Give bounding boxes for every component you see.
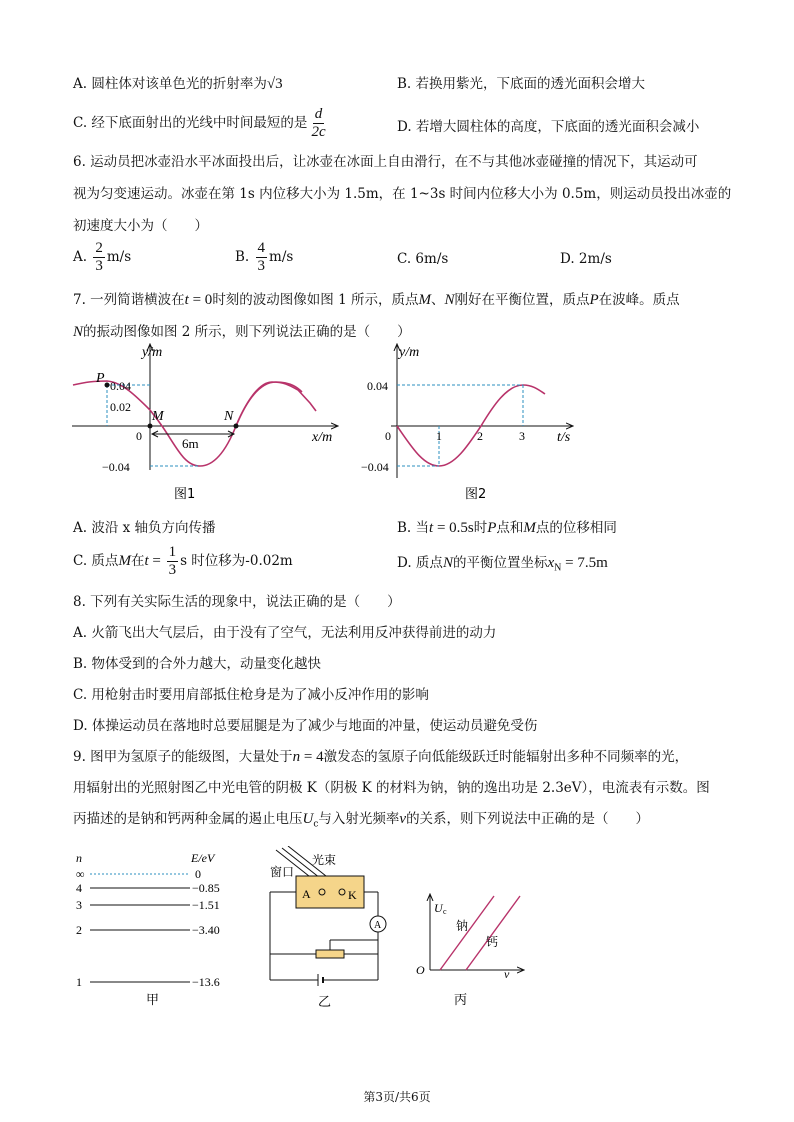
q6-stem-line1: 6. 运动员把冰壶沿水平冰面投出后，让冰壶在冰面上自由滑行，在不与其他冰壶碰撞的情况下，其运动可 bbox=[73, 154, 698, 170]
tick-0: 0 bbox=[385, 429, 391, 443]
q9-stem-line2: 用辐射出的光照射图乙中光电管的阴极 K（阴极 K 的材料为钠，钠的逸出功是 2.3eV），电流表有示数。图 bbox=[73, 780, 710, 796]
q7-stem-line1: 7. 一列简谐横波在t = 0时刻的波动图像如图 1 所示，质点M、N刚好在平衡位置，质点P在波峰。质点 bbox=[73, 292, 680, 308]
ca-label: 钙 bbox=[486, 935, 499, 949]
label-n: N bbox=[224, 409, 234, 424]
na-label: 钠 bbox=[456, 919, 469, 933]
level-energy: −3.40 bbox=[192, 923, 220, 937]
na-line bbox=[440, 896, 494, 970]
window-label: 窗口 bbox=[270, 865, 295, 879]
fraction: $\frac{1}{3}$ bbox=[168, 544, 177, 578]
anode-label: A bbox=[302, 887, 311, 901]
q7-option-a: A. 波沿 x 轴负方向传播 bbox=[73, 520, 216, 536]
fraction: $\frac{d}{2c}$ bbox=[311, 106, 326, 140]
figure-jia-energy-levels bbox=[66, 848, 246, 1008]
q7-option-b: B. 当t = 0.5s时P点和M点的位移相同 bbox=[397, 520, 617, 536]
q6-option-a: A. $\frac{2}{3}$ m/s bbox=[73, 240, 132, 274]
rheostat bbox=[316, 950, 344, 958]
q8-option-b: B. 物体受到的合外力越大，动量变化越快 bbox=[73, 656, 322, 672]
figure-1-caption: 图1 bbox=[174, 487, 196, 502]
q7-option-c: C. 质点M在t = $\frac{1}{3}$ s 时位移为-0.02m bbox=[73, 544, 293, 578]
ca-line bbox=[466, 896, 520, 970]
q9-stem-line1: 9. 图甲为氢原子的能级图，大量处于n = 4激发态的氢原子向低能级跃迁时能辐射出多种不同频率的光， bbox=[73, 749, 689, 765]
origin-label: O bbox=[416, 963, 425, 977]
tick-0.02: 0.02 bbox=[110, 400, 131, 414]
q9-stem-line3: 丙描述的是钠和钙两种金属的遏止电压$U_c$与入射光频率ν的关系，则下列说法中正确的是（ ） bbox=[73, 811, 650, 830]
page-footer: 第3页/共6页 bbox=[363, 1090, 431, 1104]
point-n bbox=[234, 424, 239, 429]
level-energy: 0 bbox=[195, 867, 201, 881]
figure-2-vibration-graph bbox=[333, 340, 593, 505]
fraction: $\frac{4}{3}$ bbox=[257, 240, 266, 274]
tick-t3: 3 bbox=[519, 429, 525, 443]
q6-option-b: B. $\frac{4}{3}$ m/s bbox=[235, 240, 294, 274]
wave-curve bbox=[73, 381, 316, 466]
tick-minus-0.04: −0.04 bbox=[361, 460, 389, 474]
q6-stem-line3: 初速度大小为（ ） bbox=[73, 218, 208, 234]
figure-2-caption: 图2 bbox=[465, 487, 487, 502]
figure-bing-caption: 丙 bbox=[454, 993, 468, 1008]
q5-option-c: C. 经下底面射出的光线中时间最短的是 $\frac{d}{2c}$ bbox=[73, 106, 326, 140]
level-n: 4 bbox=[76, 881, 82, 895]
tick-0.04: 0.04 bbox=[367, 379, 388, 393]
level-n: 3 bbox=[76, 898, 82, 912]
energy-label: E/eV bbox=[191, 851, 215, 865]
y-axis-label: y/m bbox=[142, 345, 163, 360]
label-p: P bbox=[96, 371, 105, 386]
level-n: 2 bbox=[76, 923, 82, 937]
tick-0: 0 bbox=[136, 429, 142, 443]
q6-stem-line2: 视为匀变速运动。冰壶在第 1s 内位移大小为 1.5m，在 1~3s 时间内位移大小为 0.5m，则运动员投出冰壶的 bbox=[73, 186, 732, 202]
label-m: M bbox=[152, 409, 164, 424]
q5-option-a: A. 圆柱体对该单色光的折射率为√3 bbox=[73, 76, 283, 92]
point-m bbox=[148, 424, 153, 429]
distance-label: 6m bbox=[182, 436, 199, 451]
q8-option-d: D. 体操运动员在落地时总要屈腿是为了减少与地面的冲量，使运动员避免受伤 bbox=[73, 718, 538, 734]
x-axis-label: x/m bbox=[312, 430, 333, 445]
q8-stem: 8. 下列有关实际生活的现象中，说法正确的是（ ） bbox=[73, 594, 401, 610]
level-energy: −1.51 bbox=[192, 898, 220, 912]
level-energy: −13.6 bbox=[192, 975, 220, 989]
figure-yi-caption: 乙 bbox=[318, 995, 332, 1010]
cathode-label: K bbox=[348, 888, 357, 902]
y-axis-label: y/m bbox=[399, 345, 420, 360]
level-energy: −0.85 bbox=[192, 881, 220, 895]
q7-option-d: D. 质点N的平衡位置坐标$x_N = 7.5m$ bbox=[397, 555, 608, 574]
point-p bbox=[105, 383, 110, 388]
ammeter-label: A bbox=[374, 920, 382, 931]
q5-option-b: B. 若换用紫光，下底面的透光面积会增大 bbox=[397, 76, 646, 92]
q7-stem-line2: N的振动图像如图 2 所示，则下列说法正确的是（ ） bbox=[73, 324, 411, 340]
uc-subscript: c bbox=[443, 907, 447, 916]
q8-option-c: C. 用枪射击时要用肩部抵住枪身是为了减小反冲作用的影响 bbox=[73, 687, 429, 703]
tick-minus-0.04: −0.04 bbox=[102, 460, 130, 474]
t-axis-label: t/s bbox=[557, 430, 571, 445]
uc-label: U bbox=[434, 901, 443, 915]
tick-t1: 1 bbox=[436, 429, 442, 443]
fraction: $\frac{2}{3}$ bbox=[95, 240, 103, 274]
q8-option-a: A. 火箭飞出大气层后，由于没有了空气，无法利用反冲获得前进的动力 bbox=[73, 625, 497, 641]
tick-t2: 2 bbox=[477, 429, 483, 443]
q5-option-d: D. 若增大圆柱体的高度，下底面的透光面积会减小 bbox=[397, 119, 700, 135]
nu-label: ν bbox=[504, 967, 510, 981]
figure-1-wave-graph bbox=[66, 340, 356, 505]
tick-0.04: 0.04 bbox=[110, 379, 131, 393]
q6-option-d: D. 2m/s bbox=[560, 251, 612, 267]
n-label: n bbox=[76, 851, 82, 865]
figure-bing-graph bbox=[414, 850, 534, 1010]
q6-option-c: C. 6m/s bbox=[397, 251, 449, 267]
figure-jia-caption: 甲 bbox=[146, 993, 160, 1008]
beam-label: 光束 bbox=[312, 853, 337, 867]
level-n: ∞ bbox=[76, 867, 85, 881]
figure-yi-circuit bbox=[262, 846, 402, 1010]
level-n: 1 bbox=[76, 975, 82, 989]
